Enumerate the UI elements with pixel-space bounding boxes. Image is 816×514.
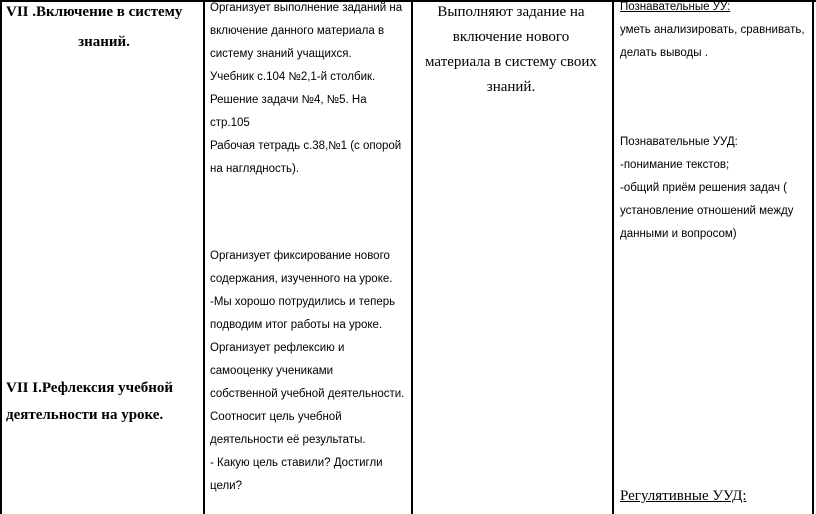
student-activity-line: Выполняют задание на (437, 4, 585, 20)
column-divider-3 (612, 0, 614, 514)
cognitive-uud-line: установление отношений между (620, 205, 794, 217)
teacher-activity-line: включение данного материала в (210, 25, 385, 37)
student-activity (416, 0, 606, 100)
teacher-activity-block-2 (210, 245, 410, 498)
teacher-activity-line: самооценку учениками (210, 365, 334, 377)
teacher-activity-line: собственной учебной деятельности. (210, 388, 405, 400)
stage-7-title-line-1: VII .Включение в систему (6, 4, 183, 20)
teacher-activity-line: - Какую цель ставили? Достигли (210, 457, 383, 469)
stage-7-title-line-2: знаний. (78, 34, 130, 50)
teacher-activity-line: на наглядность). (210, 163, 300, 175)
teacher-activity-line: Соотносит цель учебной (210, 411, 342, 423)
column-divider-1 (203, 0, 205, 514)
column-divider-2 (411, 0, 413, 514)
regulatory-uud-heading: Регулятивные УУД: (620, 488, 747, 504)
table-left-border (0, 0, 2, 514)
teacher-activity-line: -Мы хорошо потрудились и теперь (210, 296, 396, 308)
cognitive-uud-line: -понимание текстов; (620, 159, 730, 171)
table-right-border (812, 0, 814, 514)
cognitive-uu-line: уметь анализировать, сравнивать, (620, 24, 805, 36)
teacher-activity-line: Организует выполнение заданий на (210, 2, 403, 14)
teacher-activity-line: стр.105 (210, 117, 250, 129)
teacher-activity-line: Решение задачи №4, №5. На (210, 94, 367, 106)
cognitive-uu-heading: Познавательные УУ: (620, 1, 731, 13)
teacher-activity-line: подводим итог работы на уроке. (210, 319, 383, 331)
teacher-activity-line: Учебник с.104 №2,1-й столбик. (210, 71, 376, 83)
teacher-activity-line: Организует фиксирование нового (210, 250, 390, 262)
student-activity-line: включение нового (452, 29, 570, 45)
teacher-activity-line: систему знаний учащихся. (210, 48, 352, 60)
stage-8-title-line-2: деятельности на уроке. (6, 407, 164, 423)
cognitive-uud-line: данными и вопросом) (620, 228, 737, 240)
cognitive-uud-heading: Познавательные УУД: (620, 136, 738, 148)
student-activity-line: знаний. (486, 79, 536, 95)
teacher-activity-line: деятельности её результаты. (210, 434, 366, 446)
teacher-activity-block-1 (210, 0, 410, 181)
teacher-activity-line: Рабочая тетрадь с.38,№1 (с опорой (210, 140, 402, 152)
cognitive-uud-line: -общий приём решения задач ( (620, 182, 788, 194)
cognitive-uu-block (620, 0, 810, 65)
teacher-activity-line: Организует рефлексию и (210, 342, 345, 354)
student-activity-line: материала в систему своих (425, 54, 597, 70)
teacher-activity-line: содержания, изученного на уроке. (210, 273, 393, 285)
stage-8-title-line-1: VII I.Рефлексия учебной (6, 380, 174, 396)
teacher-activity-line: цели? (210, 480, 243, 492)
cognitive-uu-line: делать выводы . (620, 47, 708, 59)
stage-7-title (6, 0, 202, 57)
stage-8-title (6, 374, 202, 430)
cognitive-uud-block (620, 131, 810, 246)
